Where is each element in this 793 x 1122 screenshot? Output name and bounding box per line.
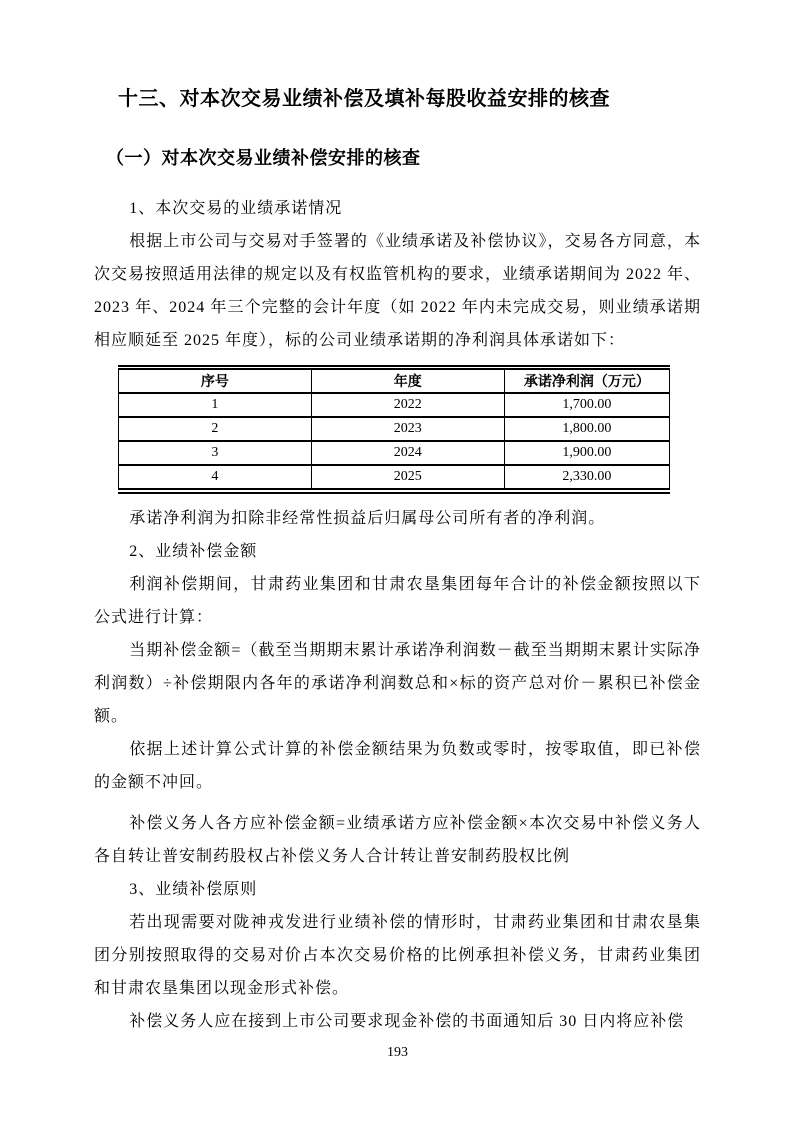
paragraph-commitment-intro: 根据上市公司与交易对手签署的《业绩承诺及补偿协议》，交易各方同意，本次交易按照适用法律的规定以及有权监管机构的要求，业绩承诺期间为 2022 年、2023 年、2024 年三个完整的会计年度（如 2022 年内未完成交易，则业绩承诺期相应顺延至 2025 年度），标的公司业绩承诺期的净利润具体承诺如下： [94, 233, 702, 349]
cell-index: 4 [119, 465, 312, 491]
table-header-year: 年度 [311, 368, 504, 394]
cell-promised-net-profit: 1,900.00 [504, 441, 669, 465]
cell-index: 3 [119, 441, 312, 465]
paragraph-net-profit-note: 承诺净利润为扣除非经常性损益后归属母公司所有者的净利润。 [129, 510, 606, 527]
cell-promised-net-profit: 1,700.00 [504, 393, 669, 417]
cell-promised-net-profit: 1,800.00 [504, 417, 669, 441]
item-3-title: 3、业绩补偿原则 [129, 881, 258, 898]
page-number: 193 [387, 1045, 408, 1060]
paragraph-cash-notice: 补偿义务人应在接到上市公司要求现金补偿的书面通知后 30 日内将应补偿 [129, 1013, 685, 1030]
cell-promised-net-profit: 2,330.00 [504, 465, 669, 491]
table-header-row [119, 368, 670, 394]
cell-index: 1 [119, 393, 312, 417]
table-row [119, 393, 670, 417]
cell-index: 2 [119, 417, 312, 441]
subsection-heading: （一）对本次交易业绩补偿安排的核查 [106, 148, 421, 168]
profit-commitment-table [118, 365, 670, 494]
table-header-index: 序号 [119, 368, 312, 394]
section-heading: 十三、对本次交易业绩补偿及填补每股收益安排的核查 [118, 88, 610, 110]
cell-year: 2023 [311, 417, 504, 441]
cell-year: 2024 [311, 441, 504, 465]
paragraph-compensation-formula: 当期补偿金额=（截至当期期末累计承诺净利润数－截至当期期末累计实际净利润数）÷补偿期限内各年的承诺净利润数总和×标的资产总对价－累积已补偿金额。 [94, 642, 701, 725]
paragraph-compensation-principle: 若出现需要对陇神戎发进行业绩补偿的情形时，甘肃药业集团和甘肃农垦集团分别按照取得的交易对价占本次交易价格的比例承担补偿义务，甘肃药业集团和甘肃农垦集团以现金形式补偿。 [94, 914, 701, 997]
table-row [119, 417, 670, 441]
item-2-title: 2、业绩补偿金额 [129, 543, 258, 560]
cell-year: 2025 [311, 465, 504, 491]
table-row [119, 441, 670, 465]
paragraph-zero-rule: 依据上述计算公式计算的补偿金额结果为负数或零时，按零取值，即已补偿的金额不冲回。 [94, 741, 701, 791]
paragraph-party-share-formula: 补偿义务人各方应补偿金额=业绩承诺方应补偿金额×本次交易中补偿义务人各自转让普安制药股权占补偿义务人合计转让普安制药股权比例 [94, 815, 701, 865]
table-row [119, 465, 670, 491]
cell-year: 2022 [311, 393, 504, 417]
table-header-promised-net-profit: 承诺净利润（万元） [504, 368, 669, 394]
paragraph-formula-intro: 利润补偿期间，甘肃药业集团和甘肃农垦集团每年合计的补偿金额按照以下公式进行计算： [94, 576, 701, 626]
item-1-title: 1、本次交易的业绩承诺情况 [129, 200, 343, 217]
